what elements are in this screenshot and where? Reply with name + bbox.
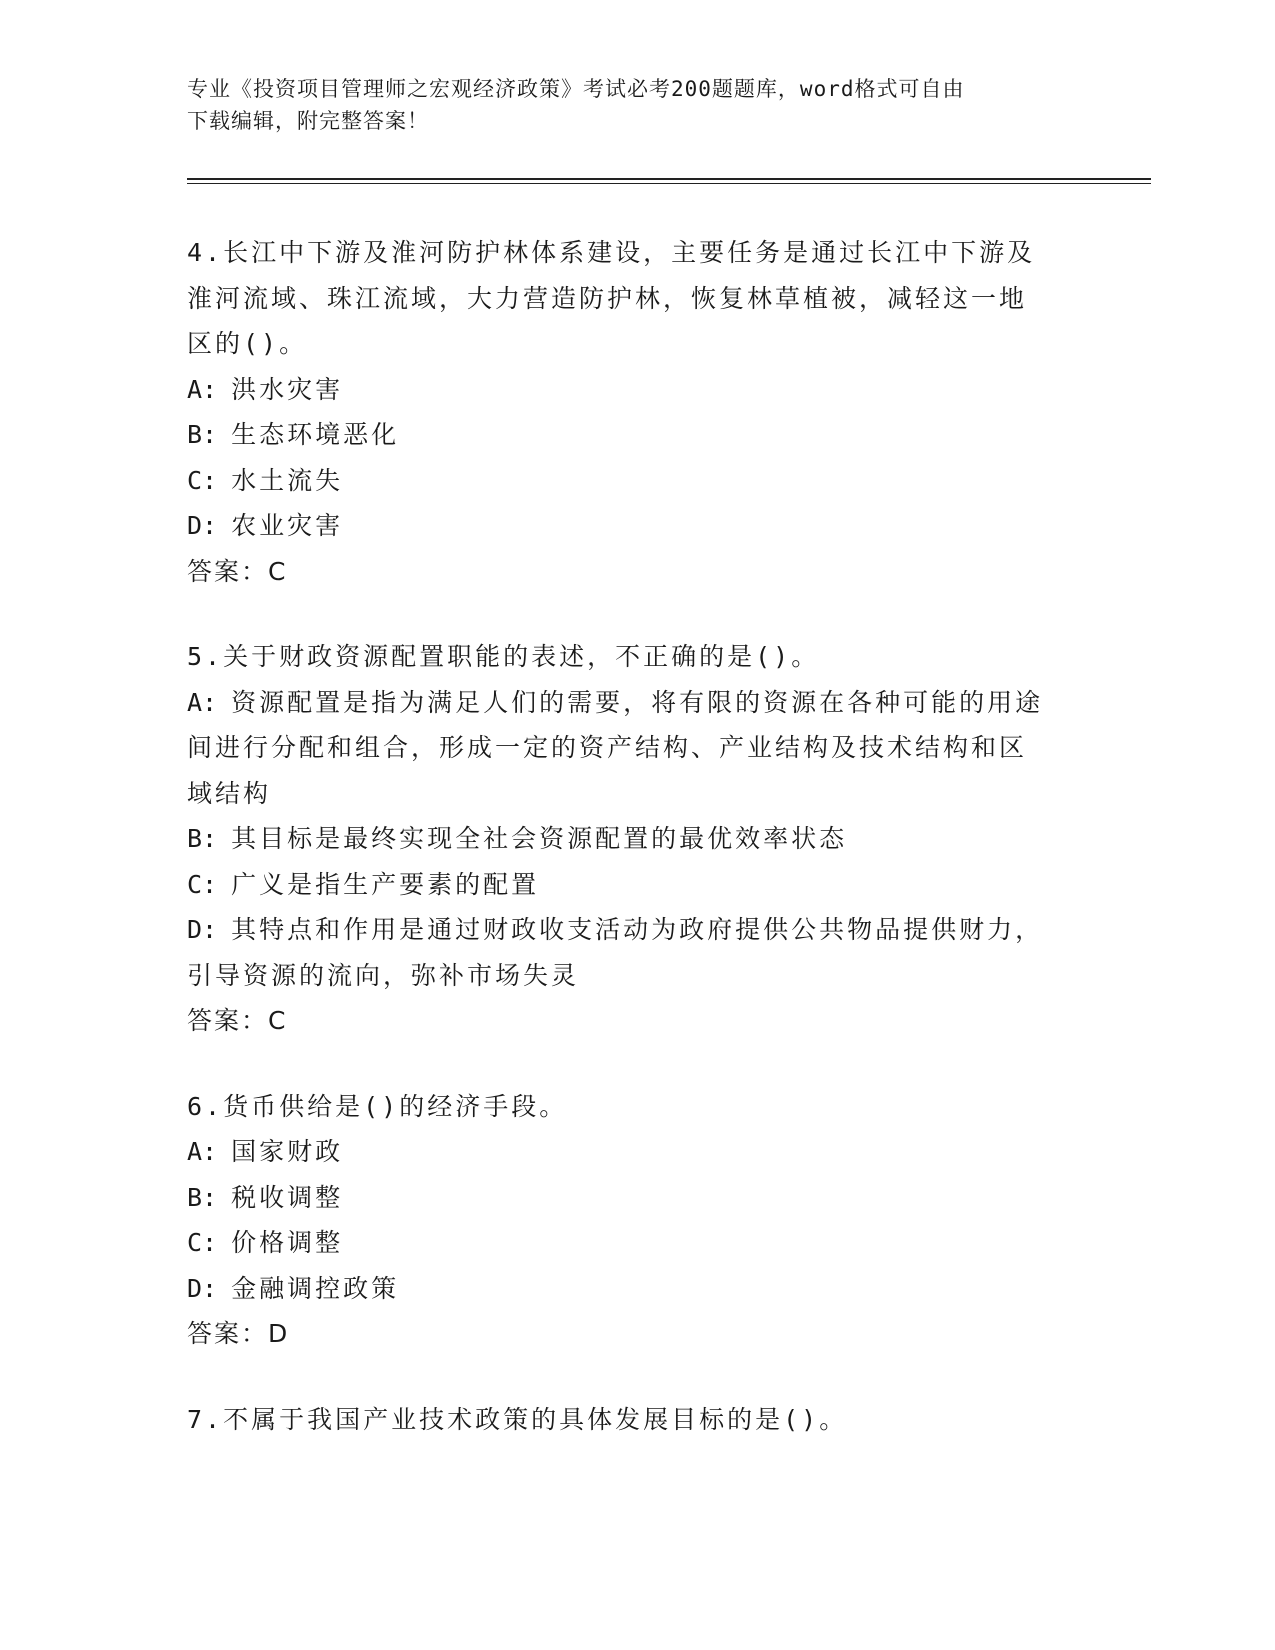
option-c [187, 1220, 1077, 1266]
option-text: 税收调整 [231, 1182, 344, 1212]
header-line: 下载编辑，附完整答案！ [187, 109, 429, 133]
option-text: 其目标是最终实现全社会资源配置的最优效率状态 [231, 824, 848, 853]
option-label: B: [187, 1182, 218, 1212]
option-text: 生态环境恶化 [231, 420, 400, 449]
option-label: B: [187, 824, 218, 853]
option-label: D: [187, 915, 218, 944]
question-item [187, 634, 1077, 1044]
question-stem-line: 淮河流域、珠江流域，大力营造防护林，恢复林草植被，减轻这一地 [187, 283, 1028, 313]
option-label: D: [187, 511, 218, 540]
option-label: A: [187, 374, 218, 404]
option-text: 金融调控政策 [231, 1273, 400, 1303]
option-label: D: [187, 1273, 218, 1303]
question-stem-line: 区的()。 [187, 329, 308, 358]
option-text: 广义是指生产要素的配置 [231, 869, 540, 899]
option-b [187, 816, 1077, 862]
option-text: 农业灾害 [231, 511, 344, 540]
option-a [187, 367, 1077, 413]
question-stem-line: 4.长江中下游及淮河防护林体系建设，主要任务是通过长江中下游及 [187, 238, 1036, 267]
option-text: 价格调整 [231, 1228, 344, 1257]
question-item [187, 1397, 1077, 1443]
header-line: 专业《投资项目管理师之宏观经济政策》考试必考200题题库，word格式可自由 [187, 77, 965, 101]
option-continuation: 引导资源的流向，弥补市场失灵 [187, 960, 580, 990]
answer-line: 答案：D [187, 1319, 290, 1348]
answer-line: 答案：C [187, 556, 288, 586]
option-label: B: [187, 420, 218, 449]
question-list [187, 230, 1077, 1482]
option-text: 资源配置是指为满足人们的需要，将有限的资源在各种可能的用途 [231, 687, 1044, 717]
option-label: C: [187, 465, 218, 495]
option-label: A: [187, 687, 218, 717]
option-label: C: [187, 1228, 218, 1257]
header-divider [187, 178, 1151, 180]
option-c [187, 862, 1077, 908]
option-label: C: [187, 869, 218, 899]
document-header [187, 73, 1087, 137]
option-text: 其特点和作用是通过财政收支活动为政府提供公共物品提供财力， [231, 915, 1044, 944]
option-continuation: 域结构 [187, 778, 272, 808]
option-a [187, 680, 1077, 726]
question-stem-line: 6.货币供给是()的经济手段。 [187, 1091, 568, 1121]
option-a [187, 1129, 1077, 1175]
question-stem-line: 5.关于财政资源配置职能的表述，不正确的是()。 [187, 642, 820, 671]
option-d [187, 1266, 1077, 1312]
option-text: 水土流失 [231, 465, 344, 495]
option-c [187, 458, 1077, 504]
option-d [187, 907, 1077, 953]
option-continuation: 间进行分配和组合，形成一定的资产结构、产业结构及技术结构和区 [187, 733, 1028, 762]
question-stem-line: 7.不属于我国产业技术政策的具体发展目标的是()。 [187, 1404, 848, 1434]
question-item [187, 230, 1077, 594]
answer-line: 答案：C [187, 1006, 288, 1035]
option-text: 国家财政 [231, 1137, 344, 1166]
question-item [187, 1084, 1077, 1357]
option-label: A: [187, 1137, 218, 1166]
option-b [187, 412, 1077, 458]
option-b [187, 1175, 1077, 1221]
option-text: 洪水灾害 [231, 374, 344, 404]
header-divider-thin [187, 183, 1151, 184]
option-d [187, 503, 1077, 549]
